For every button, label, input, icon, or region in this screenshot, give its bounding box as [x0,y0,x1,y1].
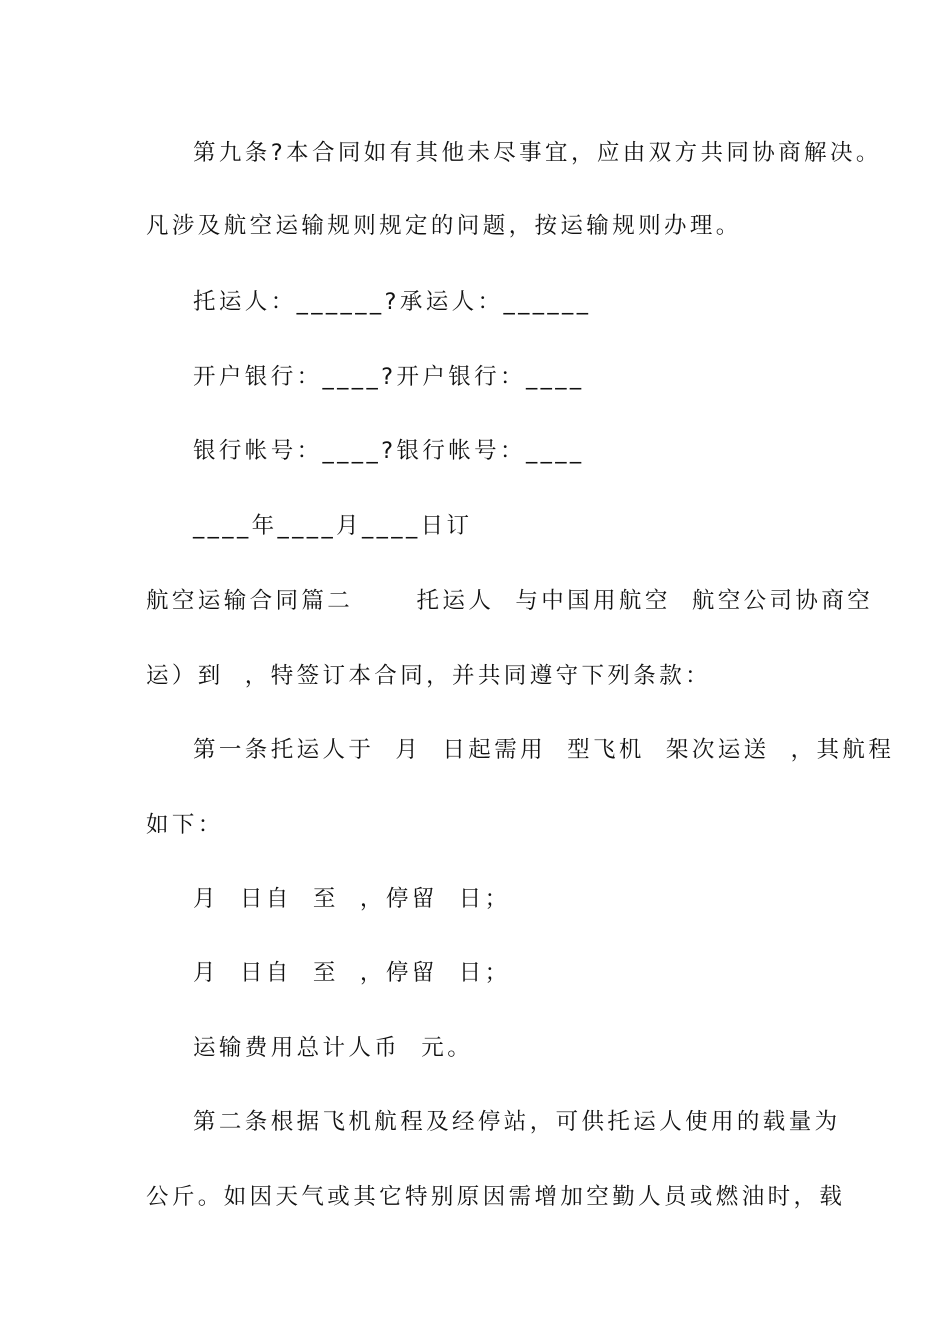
bank-account-line: 银行帐号：____?银行帐号：____ [193,438,585,464]
article-1-line-1: 第一条托运人于 月 日起需用 型飞机 架次运送 ，其航程 [193,737,895,763]
route-line-1: 月 日自 至 ，停留 日； [193,886,511,912]
article-9-line-2: 凡涉及航空运输规则规定的问题，按运输规则办理。 [146,213,742,239]
contract-two-heading-line: 航空运输合同篇二 托运人 与中国用航空 航空公司协商空 [146,588,874,614]
signing-date-line: ____年____月____日订 [193,513,473,539]
signature-parties-line: 托运人：______?承运人：______ [193,289,592,315]
route-line-2: 月 日自 至 ，停留 日； [193,960,511,986]
article-1-line-2: 如下： [146,812,224,838]
bank-name-line: 开户银行：____?开户银行：____ [193,364,585,390]
freight-total-line: 运输费用总计人币 元。 [193,1035,474,1061]
article-9-line-1: 第九条?本合同如有其他未尽事宜，应由双方共同协商解决。 [193,140,882,166]
article-2-line-1: 第二条根据飞机航程及经停站，可供托运人使用的载量为 [193,1109,841,1135]
contract-two-intro-line: 运）到 ，特签订本合同，并共同遵守下列条款： [146,663,712,689]
article-2-line-2: 公斤。如因天气或其它特别原因需增加空勤人员或燃油时，载 [146,1184,846,1210]
